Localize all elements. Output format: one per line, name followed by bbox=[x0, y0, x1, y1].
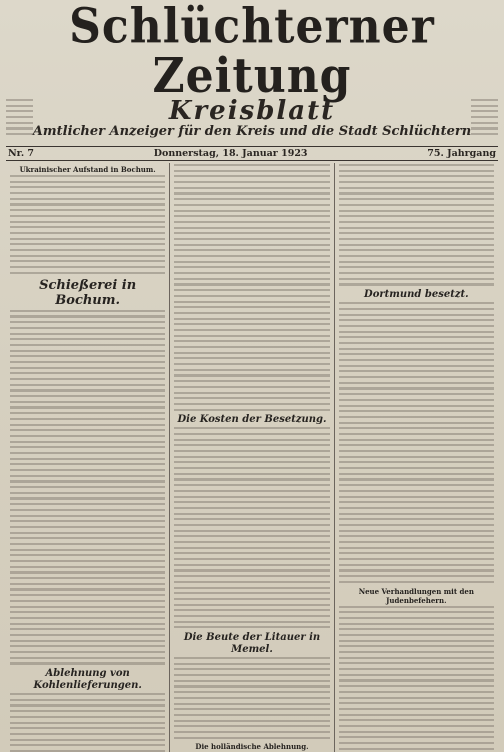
headline: Ukrainischer Aufstand in Bochum. bbox=[19, 165, 156, 174]
headline: Die Beute der Litauer in Memel. bbox=[183, 632, 321, 655]
issue-number: Nr. 7 bbox=[8, 148, 35, 159]
issue-date: Donnerstag, 18. Januar 1923 bbox=[153, 148, 308, 159]
headline: Dortmund besetzt. bbox=[364, 289, 469, 301]
headline: Ablehnung von Kohlenlieferungen. bbox=[33, 668, 142, 692]
newspaper-subtitle: Kreisblatt bbox=[168, 96, 336, 126]
masthead-right-note bbox=[471, 98, 498, 139]
headline: Die holländische Ablehnung. bbox=[195, 742, 309, 752]
masthead bbox=[6, 0, 498, 142]
column-1 bbox=[6, 163, 170, 752]
volume: 75. Jahrgang bbox=[427, 148, 496, 159]
column-3 bbox=[335, 163, 498, 752]
column-2 bbox=[170, 163, 334, 752]
newspaper-tagline: Amtlicher Anzeiger für den Kreis und die Stadt Schlüchtern bbox=[32, 124, 472, 139]
dateline bbox=[6, 146, 498, 161]
headline: Neue Verhandlungen mit den Judenbefehern. bbox=[358, 586, 474, 605]
headline: Schießerei in Bochum. bbox=[39, 277, 137, 308]
headline: Die Kosten der Besetzung. bbox=[177, 414, 327, 426]
article-columns bbox=[6, 163, 498, 752]
masthead-left-note bbox=[6, 98, 33, 139]
newspaper-title: Schlüchterner Zeitung bbox=[69, 0, 435, 104]
